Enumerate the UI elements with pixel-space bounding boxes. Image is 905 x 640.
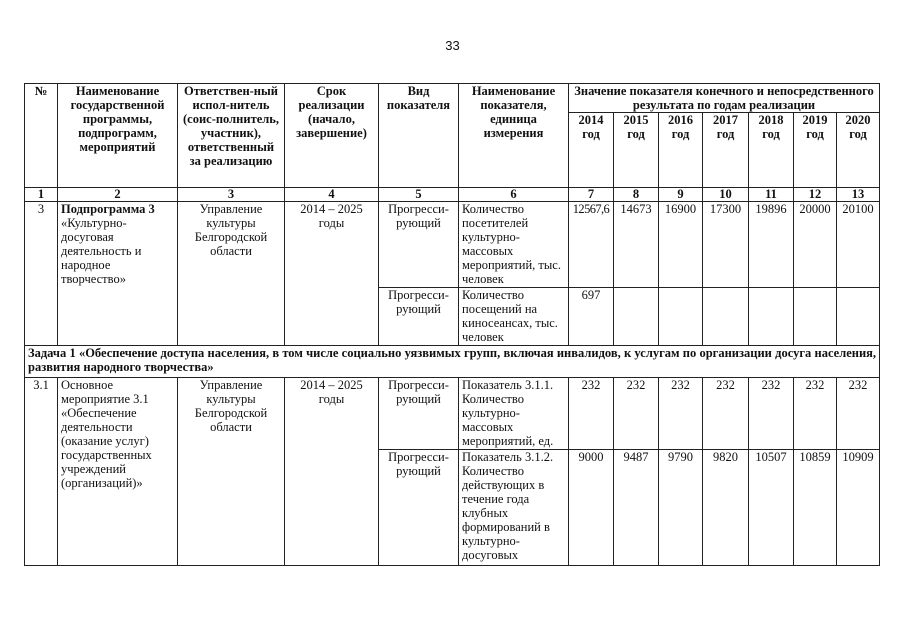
row-value: 10909 — [837, 450, 880, 566]
row-num: 3 — [25, 202, 58, 346]
row-name — [58, 202, 178, 346]
col-number: 10 — [703, 188, 749, 202]
row-indicator: Количество посещений на киносеансах, тыс. человек — [459, 288, 569, 346]
row-value: 232 — [703, 378, 749, 450]
row-name: Основное мероприятие 3.1 «Обеспечение деятельности (оказание услуг) государственных учреждений (организаций)» — [58, 378, 178, 566]
row-value: 10507 — [749, 450, 794, 566]
subprogram-title: Подпрограмма 3 — [61, 202, 155, 216]
row-responsible: Управление культуры Белгородской области — [178, 378, 285, 566]
row-value — [703, 288, 749, 346]
row-value: 232 — [794, 378, 837, 450]
col-number: 11 — [749, 188, 794, 202]
header-year: 2018 год — [749, 113, 794, 188]
page-number: 33 — [445, 38, 460, 53]
row-value: 16900 — [659, 202, 703, 288]
header-name: Наименование государственной программы, подпрограмм, мероприятий — [58, 84, 178, 188]
row-value: 9790 — [659, 450, 703, 566]
col-number: 4 — [285, 188, 379, 202]
table-row — [25, 202, 880, 288]
col-number: 1 — [25, 188, 58, 202]
col-number: 9 — [659, 188, 703, 202]
header-year: 2019 год — [794, 113, 837, 188]
row-value — [794, 288, 837, 346]
col-number: 5 — [379, 188, 459, 202]
row-value: 232 — [659, 378, 703, 450]
table-row — [25, 378, 880, 450]
header-indicator: Наименование показателя, единица измерения — [459, 84, 569, 188]
row-value: 697 — [569, 288, 614, 346]
row-value: 9820 — [703, 450, 749, 566]
row-type: Прогресси-рующий — [379, 450, 459, 566]
row-value: 20000 — [794, 202, 837, 288]
header-responsible: Ответствен-ный испол-нитель (соис-полнитель, участник), ответственный за реализацию — [178, 84, 285, 188]
row-indicator: Показатель 3.1.2. Количество действующих в течение года клубных формирований в культурно-досуговых — [459, 450, 569, 566]
header-values-group: Значение показателя конечного и непосредственного результата по годам реализации — [569, 84, 880, 113]
row-value: 232 — [569, 378, 614, 450]
row-value — [614, 288, 659, 346]
header-type: Вид показателя — [379, 84, 459, 188]
row-value — [749, 288, 794, 346]
row-indicator: Количество посетителей культурно-массовых мероприятий, тыс. человек — [459, 202, 569, 288]
col-number: 2 — [58, 188, 178, 202]
row-value: 19896 — [749, 202, 794, 288]
header-year: 2016 год — [659, 113, 703, 188]
row-value: 17300 — [703, 202, 749, 288]
row-num: 3.1 — [25, 378, 58, 566]
row-value: 10859 — [794, 450, 837, 566]
header-year: 2020 год — [837, 113, 880, 188]
task-text: Задача 1 «Обеспечение доступа населения, в том числе социально уязвимых групп, включая инвалидов, к услугам по организации досуга населения, развития народного творчества» — [25, 346, 880, 378]
col-number: 12 — [794, 188, 837, 202]
row-type: Прогресси-рующий — [379, 202, 459, 288]
row-value: 232 — [837, 378, 880, 450]
col-number: 13 — [837, 188, 880, 202]
row-value — [659, 288, 703, 346]
header-year: 2014 год — [569, 113, 614, 188]
indicators-table — [24, 83, 880, 566]
header-year: 2017 год — [703, 113, 749, 188]
task-row — [25, 346, 880, 378]
row-indicator: Показатель 3.1.1. Количество культурно-массовых мероприятий, ед. — [459, 378, 569, 450]
row-value: 14673 — [614, 202, 659, 288]
col-number: 7 — [569, 188, 614, 202]
header-term: Срок реализации (начало, завершение) — [285, 84, 379, 188]
col-number: 8 — [614, 188, 659, 202]
row-value: 20100 — [837, 202, 880, 288]
row-term: 2014 – 2025 годы — [285, 202, 379, 346]
row-value: 9487 — [614, 450, 659, 566]
row-type: Прогресси-рующий — [379, 378, 459, 450]
row-value: 232 — [614, 378, 659, 450]
header-year: 2015 год — [614, 113, 659, 188]
row-value: 9000 — [569, 450, 614, 566]
subprogram-name: «Культурно-досуговая деятельность и народное творчество» — [61, 216, 142, 286]
col-number: 6 — [459, 188, 569, 202]
row-value: 12567,6 — [569, 202, 614, 288]
header-num: № — [25, 84, 58, 188]
row-type: Прогресси-рующий — [379, 288, 459, 346]
col-number: 3 — [178, 188, 285, 202]
row-term: 2014 – 2025 годы — [285, 378, 379, 566]
row-value — [837, 288, 880, 346]
row-responsible: Управление культуры Белгородской области — [178, 202, 285, 346]
row-value: 232 — [749, 378, 794, 450]
